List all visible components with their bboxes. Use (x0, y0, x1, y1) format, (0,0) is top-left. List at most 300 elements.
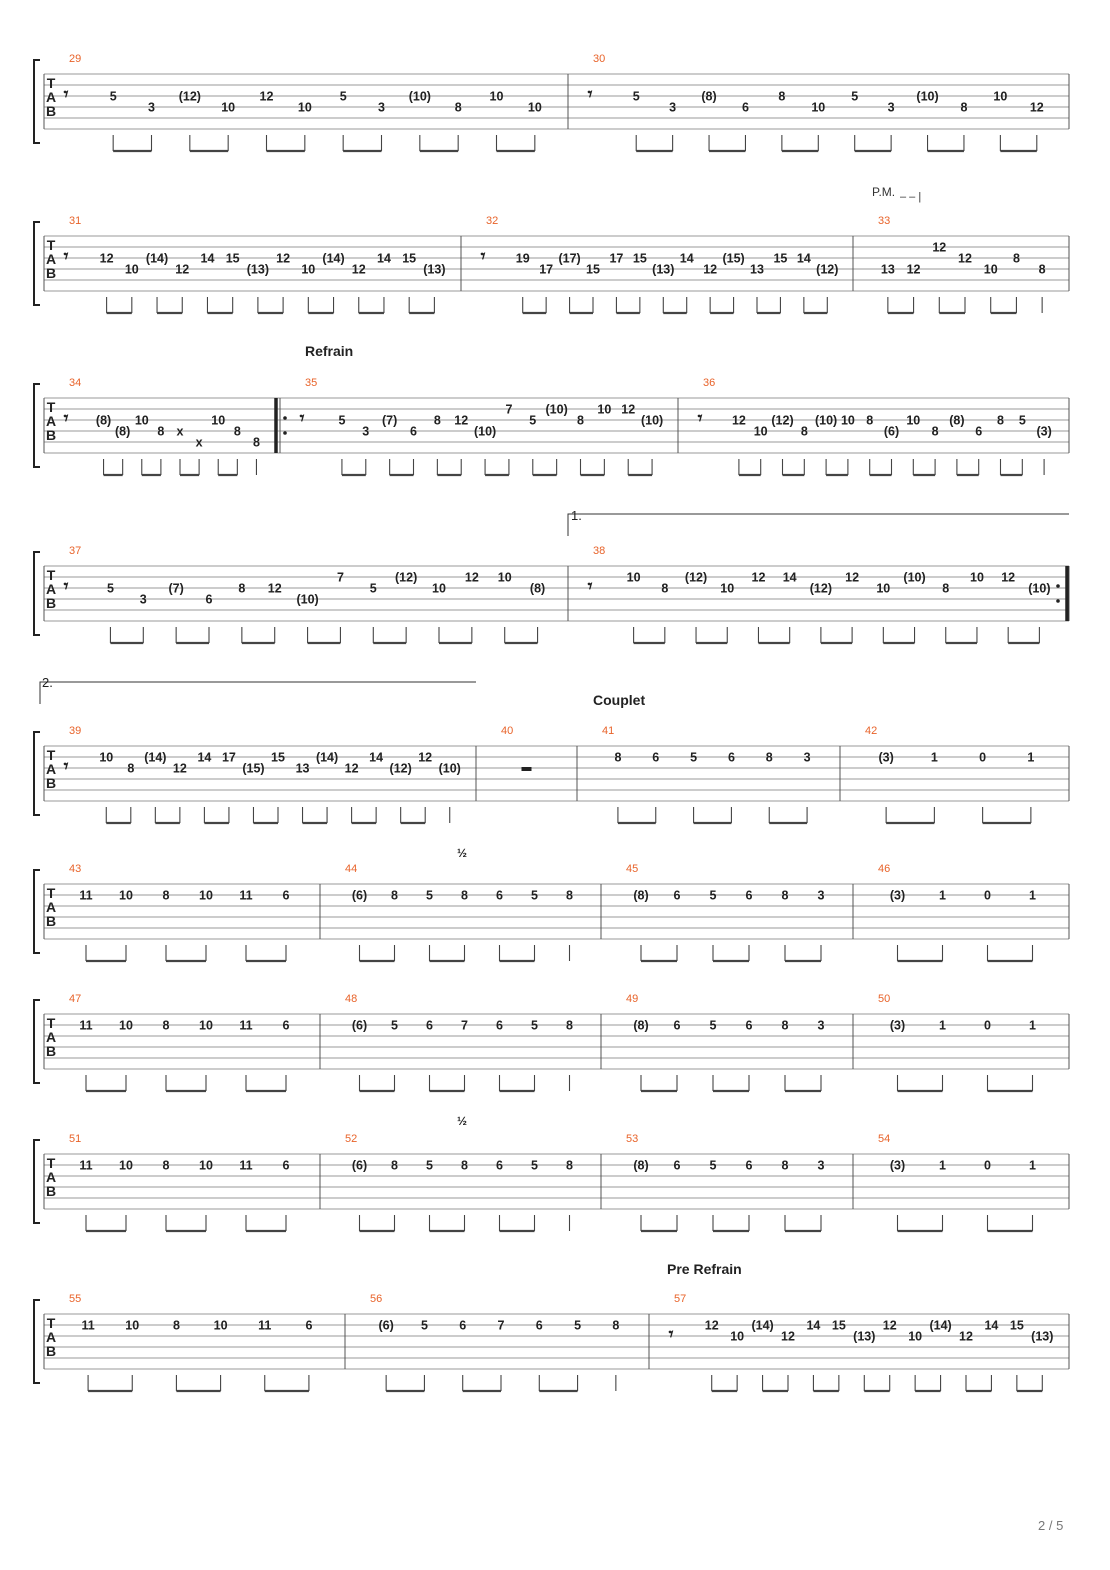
fret-number: 1 (930, 750, 938, 765)
tab-clef-b: B (45, 427, 57, 443)
fret-number: 5 (851, 89, 859, 104)
fret-number: 10 (730, 1329, 745, 1344)
measure-number: 54 (878, 1133, 891, 1145)
fret-number: (14) (315, 750, 339, 765)
bend-label-44: ½ (457, 846, 468, 860)
fret-number: 8 (461, 888, 468, 903)
fret-number: 5 (420, 1318, 428, 1333)
fret-number: 5 (531, 1018, 538, 1033)
fret-number: 8 (157, 424, 165, 439)
fret-number: 14 (679, 251, 694, 266)
repeat-dot (283, 431, 287, 435)
fret-number: (12) (178, 89, 201, 104)
system-brace (34, 1300, 40, 1383)
system-brace (34, 60, 40, 143)
fret-number: 6 (673, 1018, 681, 1033)
measure-number: 57 (674, 1293, 687, 1305)
measure-number: 47 (69, 993, 82, 1005)
fret-number: 8 (252, 435, 260, 450)
measure-number: 38 (593, 545, 606, 557)
fret-number: 8 (942, 581, 950, 596)
fret-number: 3 (887, 100, 895, 115)
section-couplet: Couplet (593, 692, 646, 708)
fret-number: 10 (199, 1018, 213, 1033)
tab-clef-t: T (46, 399, 56, 415)
fret-number: (7) (382, 413, 398, 428)
fret-number: 8 (127, 761, 135, 776)
fret-number: (10) (903, 570, 926, 585)
fret-number: 5 (369, 581, 377, 596)
measure-number: 40 (501, 725, 514, 737)
fret-number: 5 (106, 581, 114, 596)
fret-number: 6 (727, 750, 735, 765)
measure-number: 29 (69, 53, 82, 65)
fret-number: 8 (233, 424, 241, 439)
fret-number: (7) (168, 581, 184, 596)
fret-number: (10) (916, 89, 939, 104)
fret-number: 12 (418, 750, 433, 765)
fret-number: 11 (81, 1318, 95, 1333)
fret-number: 1 (1027, 750, 1035, 765)
fret-number: 10 (527, 100, 542, 115)
fret-number: 12 (932, 240, 947, 255)
system-brace (34, 222, 40, 305)
fret-number: 12 (267, 581, 282, 596)
fret-number: 8 (781, 1158, 789, 1173)
tab-clef-a: A (45, 89, 57, 105)
fret-number: 12 (344, 761, 359, 776)
fret-number: 5 (1018, 413, 1026, 428)
fret-number: 10 (876, 581, 891, 596)
fret-number: 12 (731, 413, 746, 428)
fret-number: (3) (878, 750, 894, 765)
tab-clef-t: T (46, 1315, 56, 1331)
fret-number: (12) (771, 413, 794, 428)
repeat-dot (1056, 584, 1060, 588)
fret-number: 8 (461, 1158, 468, 1173)
fret-number: x (195, 435, 203, 450)
fret-number: 15 (1009, 1318, 1024, 1333)
fret-number: 5 (391, 1018, 398, 1033)
fret-number: 8 (800, 424, 808, 439)
fret-number: 15 (632, 251, 647, 266)
fret-number: 14 (984, 1318, 999, 1333)
fret-number: 6 (496, 1158, 503, 1173)
tab-clef-t: T (46, 885, 56, 901)
fret-number: 3 (817, 1158, 825, 1173)
fret-number: (15) (242, 761, 265, 776)
fret-number: 11 (239, 1158, 253, 1173)
measure-number: 37 (69, 545, 82, 557)
repeat-dot (1056, 599, 1060, 603)
fret-number: (12) (395, 570, 418, 585)
fret-number: 7 (497, 1318, 505, 1333)
fret-number: 0 (979, 750, 987, 765)
tab-clef-a: A (45, 581, 57, 597)
fret-number: 1 (939, 1158, 946, 1173)
fret-number: 12 (751, 570, 766, 585)
eighth-rest: 𝄾 (63, 756, 69, 777)
fret-number: 10 (297, 100, 312, 115)
tab-clef-a: A (45, 1169, 57, 1185)
system-brace (34, 732, 40, 815)
fret-number: 12 (276, 251, 291, 266)
page-number: 2 / 5 (1038, 1518, 1064, 1533)
tab-clef-a: A (45, 413, 57, 429)
fret-number: 11 (239, 888, 253, 903)
fret-number: 5 (574, 1318, 582, 1333)
fret-number: 8 (612, 1318, 620, 1333)
fret-number: 8 (661, 581, 669, 596)
fret-number: (10) (438, 761, 461, 776)
fret-number: 5 (709, 1158, 717, 1173)
fret-number: 3 (378, 100, 385, 115)
fret-number: 8 (238, 581, 246, 596)
fret-number: 3 (669, 100, 677, 115)
fret-number: 8 (566, 1018, 573, 1033)
measure-number: 51 (69, 1133, 82, 1145)
eighth-rest: 𝄾 (697, 408, 703, 429)
fret-number: 12 (906, 262, 921, 277)
fret-number: 14 (806, 1318, 821, 1333)
volta-first-label: 1. (571, 508, 582, 523)
measure-number: 30 (593, 53, 606, 65)
fret-number: (3) (889, 1018, 906, 1033)
fret-number: 10 (119, 888, 133, 903)
measure-number: 36 (703, 377, 716, 389)
fret-number: 8 (960, 100, 968, 115)
measure-number: 33 (878, 215, 891, 227)
fret-number: 10 (597, 402, 612, 417)
tab-clef-t: T (46, 747, 56, 763)
fret-number: 3 (362, 424, 370, 439)
fret-number: (6) (351, 1018, 368, 1033)
measure-number: 48 (345, 993, 358, 1005)
fret-number: (8) (633, 1158, 649, 1173)
fret-number: 12 (882, 1318, 897, 1333)
fret-number: 6 (205, 592, 213, 607)
fret-number: 15 (586, 262, 600, 277)
fret-number: 12 (99, 251, 114, 266)
fret-number: 6 (652, 750, 660, 765)
measure-number: 39 (69, 725, 82, 737)
tab-clef-b: B (45, 913, 57, 929)
fret-number: 17 (539, 262, 554, 277)
system-brace (34, 552, 40, 635)
measure-number: 34 (69, 377, 82, 389)
fret-number: 14 (796, 251, 811, 266)
fret-number: (10) (814, 413, 838, 428)
fret-number: 3 (803, 750, 811, 765)
measure-number: 35 (305, 377, 318, 389)
system-brace (34, 1140, 40, 1223)
fret-number: 5 (531, 888, 538, 903)
fret-number: 7 (336, 570, 344, 585)
fret-number: 3 (817, 888, 825, 903)
measure-number: 32 (486, 215, 499, 227)
fret-number: 6 (459, 1318, 467, 1333)
fret-number: (13) (423, 262, 446, 277)
measure-number: 44 (345, 863, 358, 875)
fret-number: 10 (119, 1018, 133, 1033)
tab-clef-t: T (46, 1155, 56, 1171)
fret-number: (8) (529, 581, 546, 596)
repeat-dot (283, 416, 287, 420)
fret-number: 1 (1029, 1158, 1036, 1173)
fret-number: (14) (929, 1318, 952, 1333)
fret-number: (8) (633, 888, 649, 903)
fret-number: 10 (983, 262, 998, 277)
tab-clef-b: B (45, 103, 57, 119)
tab-clef-a: A (45, 1029, 57, 1045)
fret-number: 8 (778, 89, 786, 104)
measure-number: 53 (626, 1133, 639, 1145)
fret-number: 8 (391, 888, 398, 903)
eighth-rest: 𝄾 (63, 408, 69, 429)
fret-number: (10) (296, 592, 319, 607)
fret-number: 8 (781, 888, 789, 903)
system-brace (34, 870, 40, 953)
fret-number: 10 (993, 89, 1008, 104)
fret-number: (6) (351, 888, 368, 903)
fret-number: (10) (545, 402, 568, 417)
volta-second-bracket (40, 682, 476, 704)
fret-number: 7 (505, 402, 513, 417)
fret-number: 10 (301, 262, 316, 277)
fret-number: 6 (673, 1158, 681, 1173)
fret-number: 6 (975, 424, 983, 439)
fret-number: 1 (1029, 1018, 1036, 1033)
section-refrain: Refrain (305, 343, 354, 359)
fret-number: 11 (79, 1018, 93, 1033)
fret-number: (8) (115, 424, 131, 439)
fret-number: 12 (172, 761, 187, 776)
tab-clef-t: T (46, 75, 56, 91)
fret-number: 11 (239, 1018, 253, 1033)
fret-number: 8 (997, 413, 1004, 428)
fret-number: 12 (175, 262, 190, 277)
fret-number: 8 (172, 1318, 180, 1333)
fret-number: (3) (889, 1158, 906, 1173)
tab-clef-t: T (46, 567, 56, 583)
fret-number: (3) (1036, 424, 1052, 439)
fret-number: 10 (753, 424, 768, 439)
fret-number: (12) (816, 262, 839, 277)
fret-number: x (176, 424, 184, 439)
fret-number: 8 (162, 1158, 170, 1173)
fret-number: 10 (497, 570, 512, 585)
tab-clef-b: B (45, 595, 57, 611)
fret-number: 10 (970, 570, 984, 585)
fret-number: (3) (889, 888, 906, 903)
fret-number: 13 (750, 262, 764, 277)
fret-number: 8 (433, 413, 441, 428)
fret-number: 1 (939, 888, 946, 903)
fret-number: 12 (1029, 100, 1044, 115)
tab-clef-a: A (45, 761, 57, 777)
eighth-rest: 𝄾 (299, 408, 305, 429)
fret-number: 3 (139, 592, 147, 607)
fret-number: 1 (1029, 888, 1036, 903)
fret-number: 5 (339, 89, 347, 104)
fret-number: (8) (949, 413, 965, 428)
fret-number: 5 (531, 1158, 538, 1173)
fret-number: (12) (684, 570, 708, 585)
fret-number: (8) (633, 1018, 649, 1033)
fret-number: 12 (959, 1329, 973, 1344)
fret-number: 1 (939, 1018, 946, 1033)
fret-number: 15 (225, 251, 240, 266)
fret-number: 12 (845, 570, 860, 585)
fret-number: 14 (369, 750, 384, 765)
fret-number: 3 (148, 100, 155, 115)
fret-number: 12 (621, 402, 636, 417)
tab-clef-a: A (45, 899, 57, 915)
fret-number: 12 (704, 1318, 719, 1333)
measure-number: 56 (370, 1293, 383, 1305)
fret-number: 10 (134, 413, 149, 428)
measure-number: 42 (865, 725, 878, 737)
fret-number: 14 (200, 251, 215, 266)
fret-number: 6 (496, 1018, 503, 1033)
eighth-rest: 𝄾 (587, 84, 593, 105)
fret-number: 15 (271, 750, 285, 765)
volta-second-label: 2. (42, 675, 53, 690)
fret-number: 8 (566, 888, 573, 903)
fret-number: 10 (906, 413, 921, 428)
fret-number: 6 (745, 1018, 753, 1033)
eighth-rest: 𝄾 (480, 246, 486, 267)
fret-number: 15 (773, 251, 788, 266)
measure-number: 52 (345, 1133, 358, 1145)
tab-clef-b: B (45, 265, 57, 281)
fret-number: 10 (489, 89, 504, 104)
fret-number: 14 (197, 750, 212, 765)
fret-number: 8 (566, 1158, 573, 1173)
fret-number: 0 (984, 1158, 991, 1173)
fret-number: 0 (984, 1018, 991, 1033)
fret-number: 10 (213, 1318, 228, 1333)
fret-number: 5 (529, 413, 537, 428)
fret-number: 6 (426, 1018, 433, 1033)
fret-number: 10 (125, 1318, 140, 1333)
fret-number: 11 (79, 1158, 93, 1173)
fret-number: (8) (95, 413, 112, 428)
fret-number: (13) (1031, 1329, 1054, 1344)
fret-number: 14 (782, 570, 797, 585)
fret-number: (6) (883, 424, 900, 439)
measure-number: 46 (878, 863, 891, 875)
fret-number: 5 (426, 888, 433, 903)
fret-number: (6) (351, 1158, 368, 1173)
eighth-rest: 𝄾 (587, 576, 593, 597)
fret-number: 8 (931, 424, 939, 439)
fret-number: 5 (690, 750, 698, 765)
fret-number: 11 (79, 888, 93, 903)
tab-clef-b: B (45, 1183, 57, 1199)
fret-number: 12 (1001, 570, 1016, 585)
fret-number: 17 (221, 750, 236, 765)
fret-number: (8) (701, 89, 717, 104)
fret-number: 11 (258, 1318, 272, 1333)
bend-label-52: ½ (457, 1114, 468, 1128)
fret-number: 8 (781, 1018, 789, 1033)
fret-number: 10 (199, 1158, 213, 1173)
fret-number: 6 (741, 100, 749, 115)
fret-number: 19 (515, 251, 530, 266)
measure-number: 45 (626, 863, 639, 875)
fret-number: (13) (853, 1329, 876, 1344)
volta-first-bracket (568, 514, 1069, 536)
fret-number: 7 (461, 1018, 468, 1033)
fret-number: 10 (99, 750, 114, 765)
fret-number: 0 (984, 888, 991, 903)
fret-number: 12 (703, 262, 718, 277)
fret-number: (17) (558, 251, 581, 266)
fret-number: 5 (709, 1018, 717, 1033)
system-brace (34, 1000, 40, 1083)
fret-number: 8 (391, 1158, 398, 1173)
tab-clef-t: T (46, 1015, 56, 1031)
fret-number: 13 (295, 761, 310, 776)
fret-number: 10 (908, 1329, 923, 1344)
fret-number: 12 (958, 251, 972, 266)
fret-number: 8 (162, 1018, 170, 1033)
fret-number: (14) (751, 1318, 774, 1333)
fret-number: 15 (831, 1318, 846, 1333)
section-pre-refrain: Pre Refrain (667, 1261, 742, 1277)
fret-number: (12) (809, 581, 833, 596)
fret-number: 6 (673, 888, 681, 903)
fret-number: (14) (144, 750, 167, 765)
fret-number: 6 (282, 888, 290, 903)
measure-number: 31 (69, 215, 82, 227)
fret-number: 12 (454, 413, 469, 428)
fret-number: 14 (377, 251, 391, 266)
fret-number: 6 (282, 1158, 290, 1173)
fret-number: 13 (880, 262, 895, 277)
fret-number: (10) (1028, 581, 1051, 596)
system-brace (34, 384, 40, 467)
fret-number: (14) (322, 251, 345, 266)
fret-number: 8 (1012, 251, 1020, 266)
eighth-rest: 𝄾 (63, 84, 69, 105)
fret-number: 6 (745, 1158, 753, 1173)
eighth-rest: 𝄾 (63, 246, 69, 267)
palm-mute-label: P.M. (872, 185, 896, 199)
tab-clef-b: B (45, 1343, 57, 1359)
fret-number: (13) (652, 262, 675, 277)
whole-rest (522, 767, 532, 771)
tab-clef-t: T (46, 237, 56, 253)
fret-number: (13) (246, 262, 270, 277)
fret-number: 8 (1038, 262, 1046, 277)
fret-number: 6 (745, 888, 753, 903)
tab-clef-a: A (45, 251, 57, 267)
fret-number: 8 (454, 100, 462, 115)
fret-number: (10) (640, 413, 664, 428)
fret-number: 6 (410, 424, 417, 439)
fret-number: (12) (389, 761, 412, 776)
fret-number: 10 (221, 100, 236, 115)
fret-number: 8 (577, 413, 584, 428)
fret-number: (6) (378, 1318, 394, 1333)
measure-number: 49 (626, 993, 639, 1005)
fret-number: 10 (626, 570, 641, 585)
fret-number: 5 (109, 89, 117, 104)
fret-number: 6 (535, 1318, 543, 1333)
measure-number: 55 (69, 1293, 82, 1305)
